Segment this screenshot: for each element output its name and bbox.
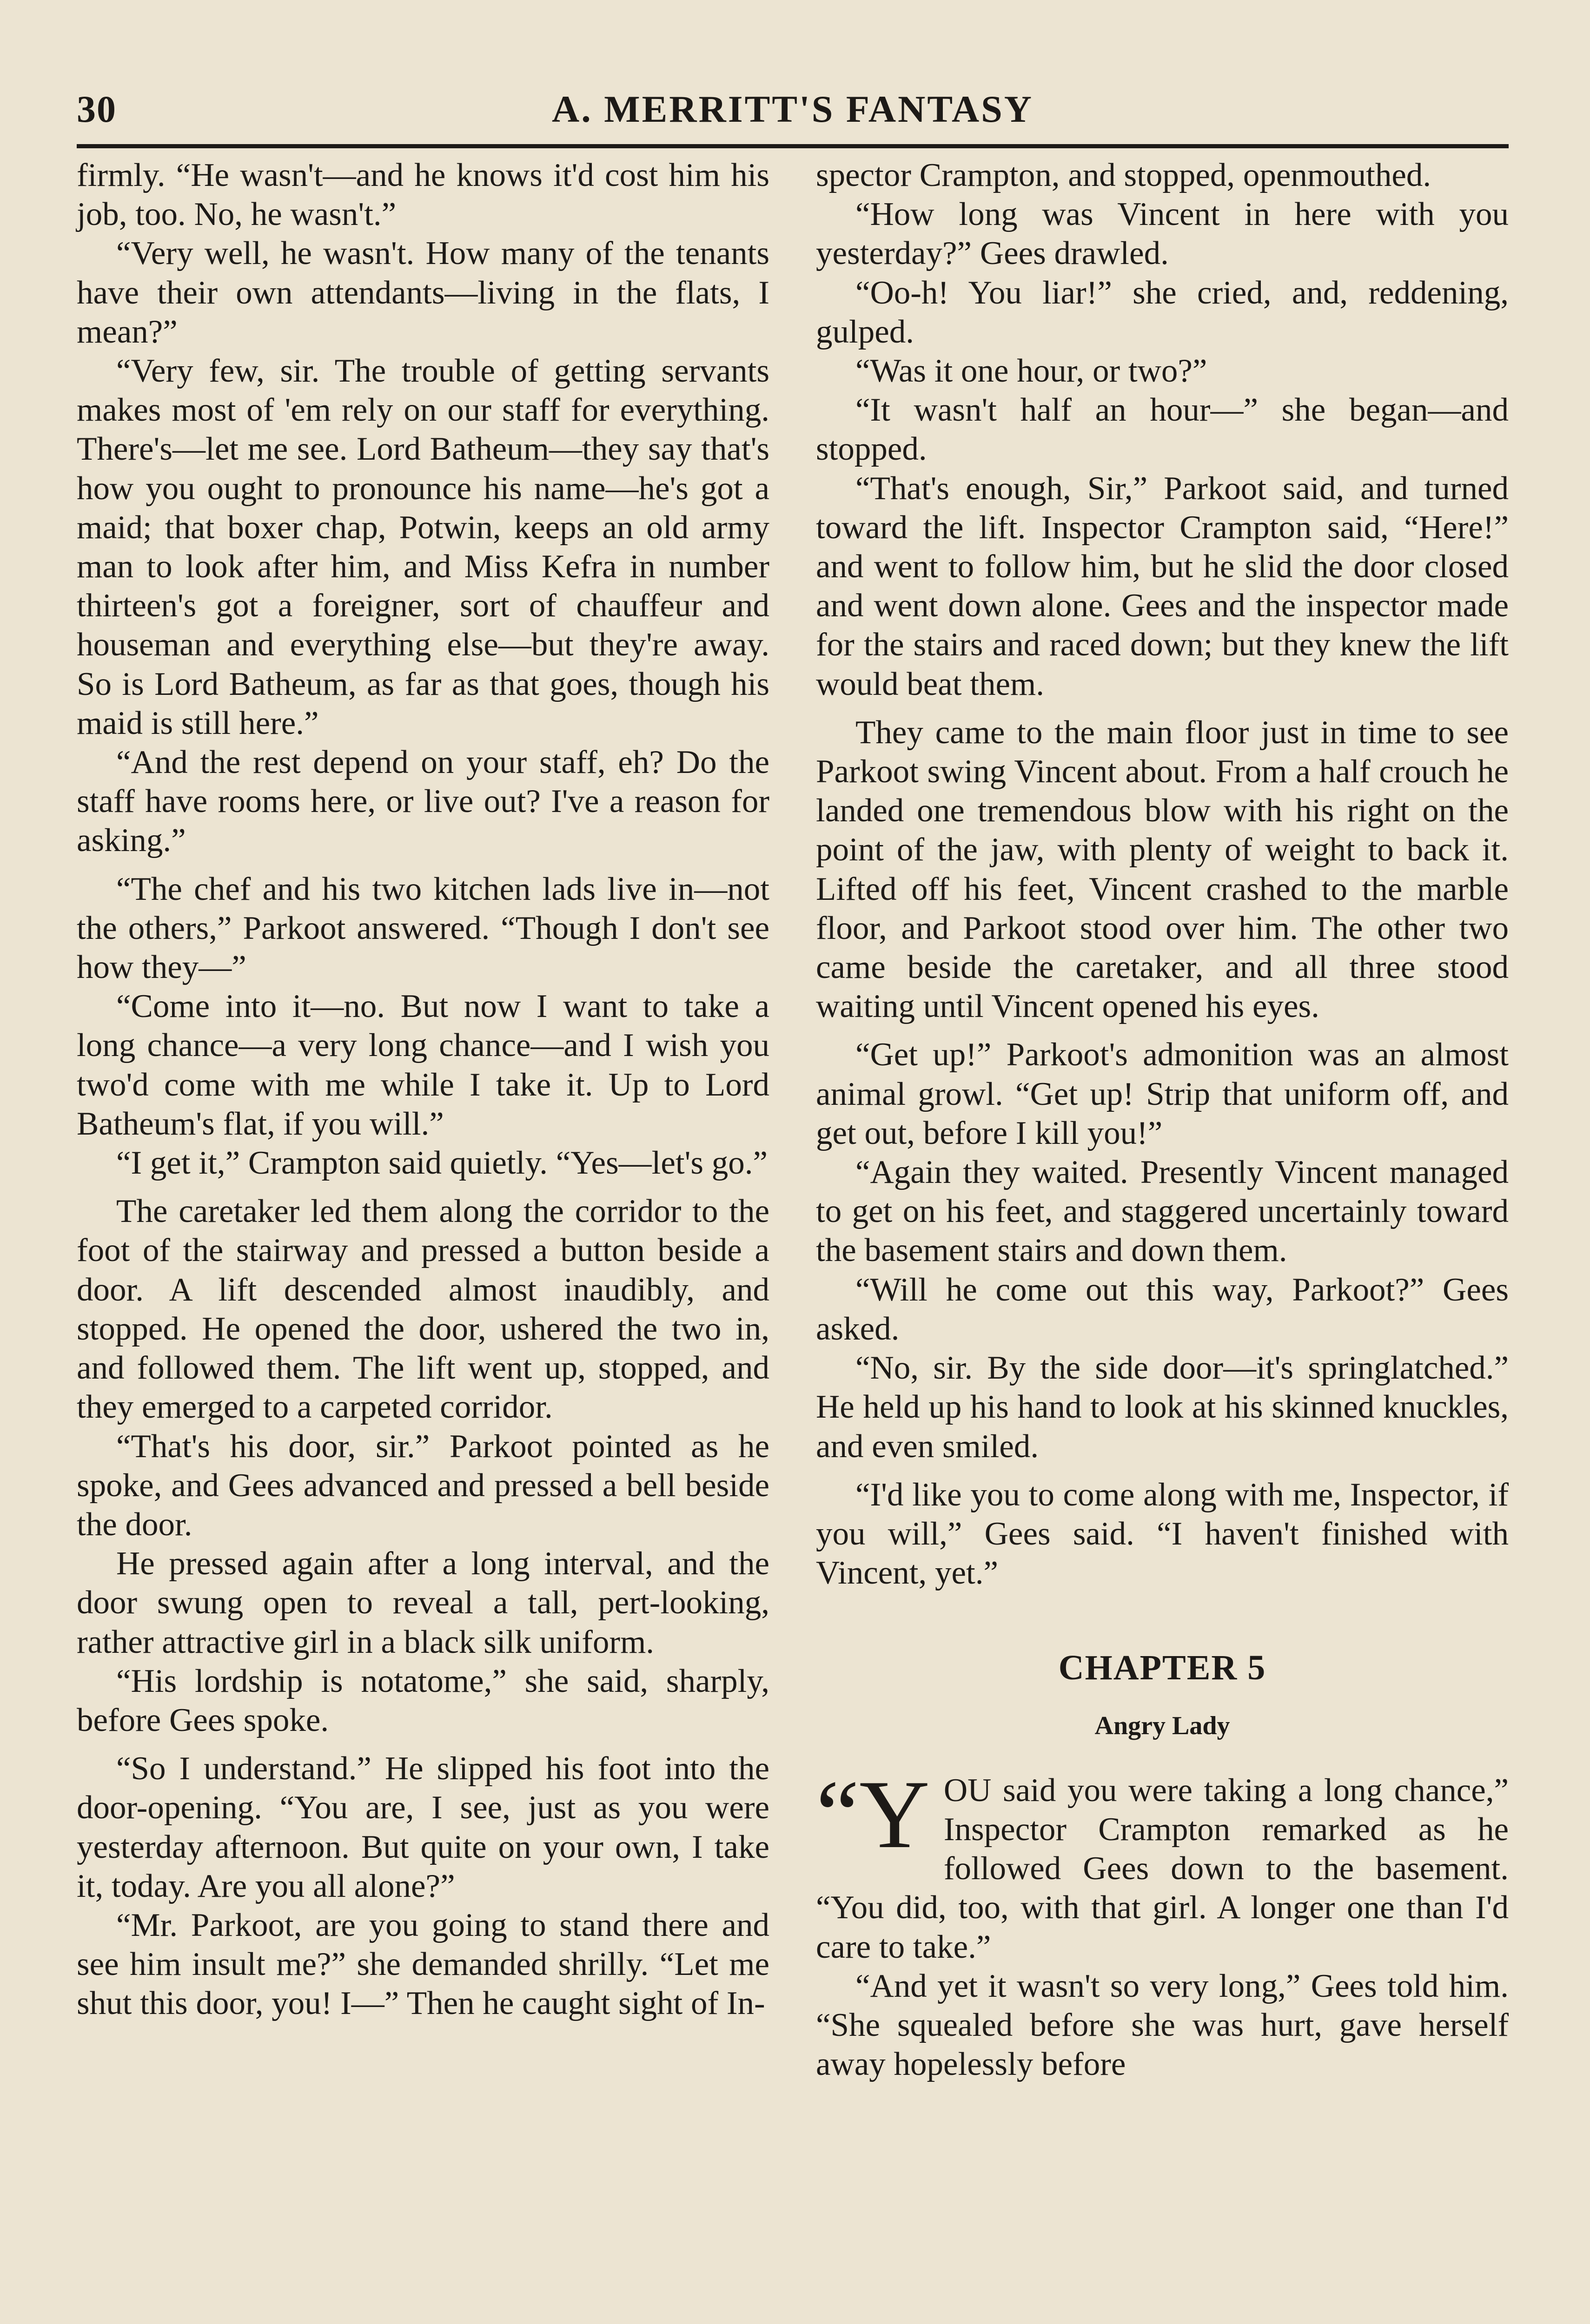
paragraph: “His lordship is notatome,” she said, sharply, before Gees spoke.	[77, 1663, 769, 1738]
paragraph: “Very well, he wasn't. How many of the tenants have their own attendants—living in the flats, I mean?”	[77, 235, 769, 350]
paragraph: “The chef and his two kitchen lads live in—not the others,” Parkoot answered. “Though I don't see how they—”	[77, 871, 769, 986]
chapter-title: Angry Lady	[1094, 1711, 1230, 1740]
page-number: 30	[77, 88, 117, 130]
paragraph: “Was it one hour, or two?”	[855, 353, 1207, 390]
paragraph: spector Crampton, and stopped, openmouthed.	[816, 157, 1431, 193]
paragraph: “And the rest depend on your staff, eh? Do the staff have rooms here, or live out? I've a reason for asking.”	[77, 744, 769, 859]
right-column	[816, 156, 1509, 2084]
paragraph: “Oo-h! You liar!” she cried, and, reddening, gulped.	[816, 274, 1509, 350]
paragraph: “Come into it—no. But now I want to take a long chance—a very long chance—and I wish you two'd come with me while I take it. Up to Lord Batheum's flat, if you will.”	[77, 988, 769, 1142]
paragraph: They came to the main floor just in time to see Parkoot swing Vincent about. From a half crouch he landed one tremendous blow with his right on the point of the jaw, with plenty of weight to back it. Lifted off his feet, Vincent crashed to the marble floor, and Parkoot stood over him. The other two came beside the caretaker, and all three stood waiting until Vincent opened his eyes.	[816, 714, 1509, 1025]
paragraph: “I'd like you to come along with me, Inspector, if you will,” Gees said. “I haven't finished with Vincent, yet.”	[816, 1476, 1509, 1591]
paragraph: “Very few, sir. The trouble of getting servants makes most of 'em rely on our staff for everything. There's—let me see. Lord Batheum—they say that's how you ought to pronounce his name—he's got a maid; that boxer chap, Potwin, keeps an old army man to look after him, and Miss Kefra in number thirteen's got a foreigner, sort of chauffeur and houseman and everything else—but they're away. So is Lord Batheum, as far as that goes, though his maid is still here.”	[77, 353, 769, 741]
paragraph: “How long was Vincent in here with you yesterday?” Gees drawled.	[816, 196, 1509, 272]
chapter-opening-paragraph	[816, 1760, 1509, 1967]
paragraph: “Mr. Parkoot, are you going to stand there and see him insult me?” she demanded shrilly. “Let me shut this door, you! I—” Then he caught sight of In-	[77, 1907, 769, 2022]
chapter-heading: CHAPTER 5	[1058, 1648, 1266, 1688]
paragraph: The caretaker led them along the corridor to the foot of the stairway and pressed a button beside a door. A lift descended almost inaudibly, and stopped. He opened the door, ushered the two in, and followed them. The lift went up, stopped, and they emerged to a carpeted corridor.	[77, 1193, 769, 1426]
paragraph: “I get it,” Crampton said quietly. “Yes—let's go.”	[116, 1145, 768, 1182]
paragraph: “Again they waited. Presently Vincent managed to get on his feet, and staggered uncertainly toward the basement stairs and down them.	[816, 1154, 1509, 1269]
drop-cap: “Y	[816, 1760, 930, 1868]
left-column	[77, 156, 769, 2023]
chapter-opening-text: OU said you were taking a long chance,” Inspector Crampton remarked as he followed Gees down to the basement. “You did, too, with that girl. A longer one than I'd care to take.”	[816, 1772, 1509, 1965]
paragraph: firmly. “He wasn't—and he knows it'd cost him his job, too. No, he wasn't.”	[77, 157, 769, 233]
paragraph: “Will he come out this way, Parkoot?” Gees asked.	[816, 1271, 1509, 1347]
page-header	[77, 84, 1509, 148]
paragraph: “So I understand.” He slipped his foot into the door-opening. “You are, I see, just as you were yesterday afternoon. But quite on your own, I take it, today. Are you all alone?”	[77, 1750, 769, 1904]
paragraph: “That's enough, Sir,” Parkoot said, and turned toward the lift. Inspector Crampton said, “Here!” and went to follow him, but he slid the door closed and went down alone. Gees and the inspector made for the stairs and raced down; but they knew the lift would beat them.	[816, 470, 1509, 702]
paragraph: “Get up!” Parkoot's admonition was an almost animal growl. “Get up! Strip that uniform off, and get out, before I kill you!”	[816, 1037, 1509, 1151]
paragraph: “And yet it wasn't so very long,” Gees told him. “She squealed before she was hurt, gave herself away hopelessly before	[816, 1967, 1509, 2083]
magazine-title: A. MERRITT'S FANTASY	[551, 88, 1034, 130]
paragraph: “No, sir. By the side door—it's springlatched.” He held up his hand to look at his skinned knuckles, and even smiled.	[816, 1350, 1509, 1465]
paragraph: “It wasn't half an hour—” she began—and stopped.	[816, 392, 1509, 468]
paragraph: “That's his door, sir.” Parkoot pointed as he spoke, and Gees advanced and pressed a bell beside the door.	[77, 1428, 769, 1543]
paragraph: He pressed again after a long interval, and the door swung open to reveal a tall, pert-looking, rather attractive girl in a black silk uniform.	[77, 1545, 769, 1660]
